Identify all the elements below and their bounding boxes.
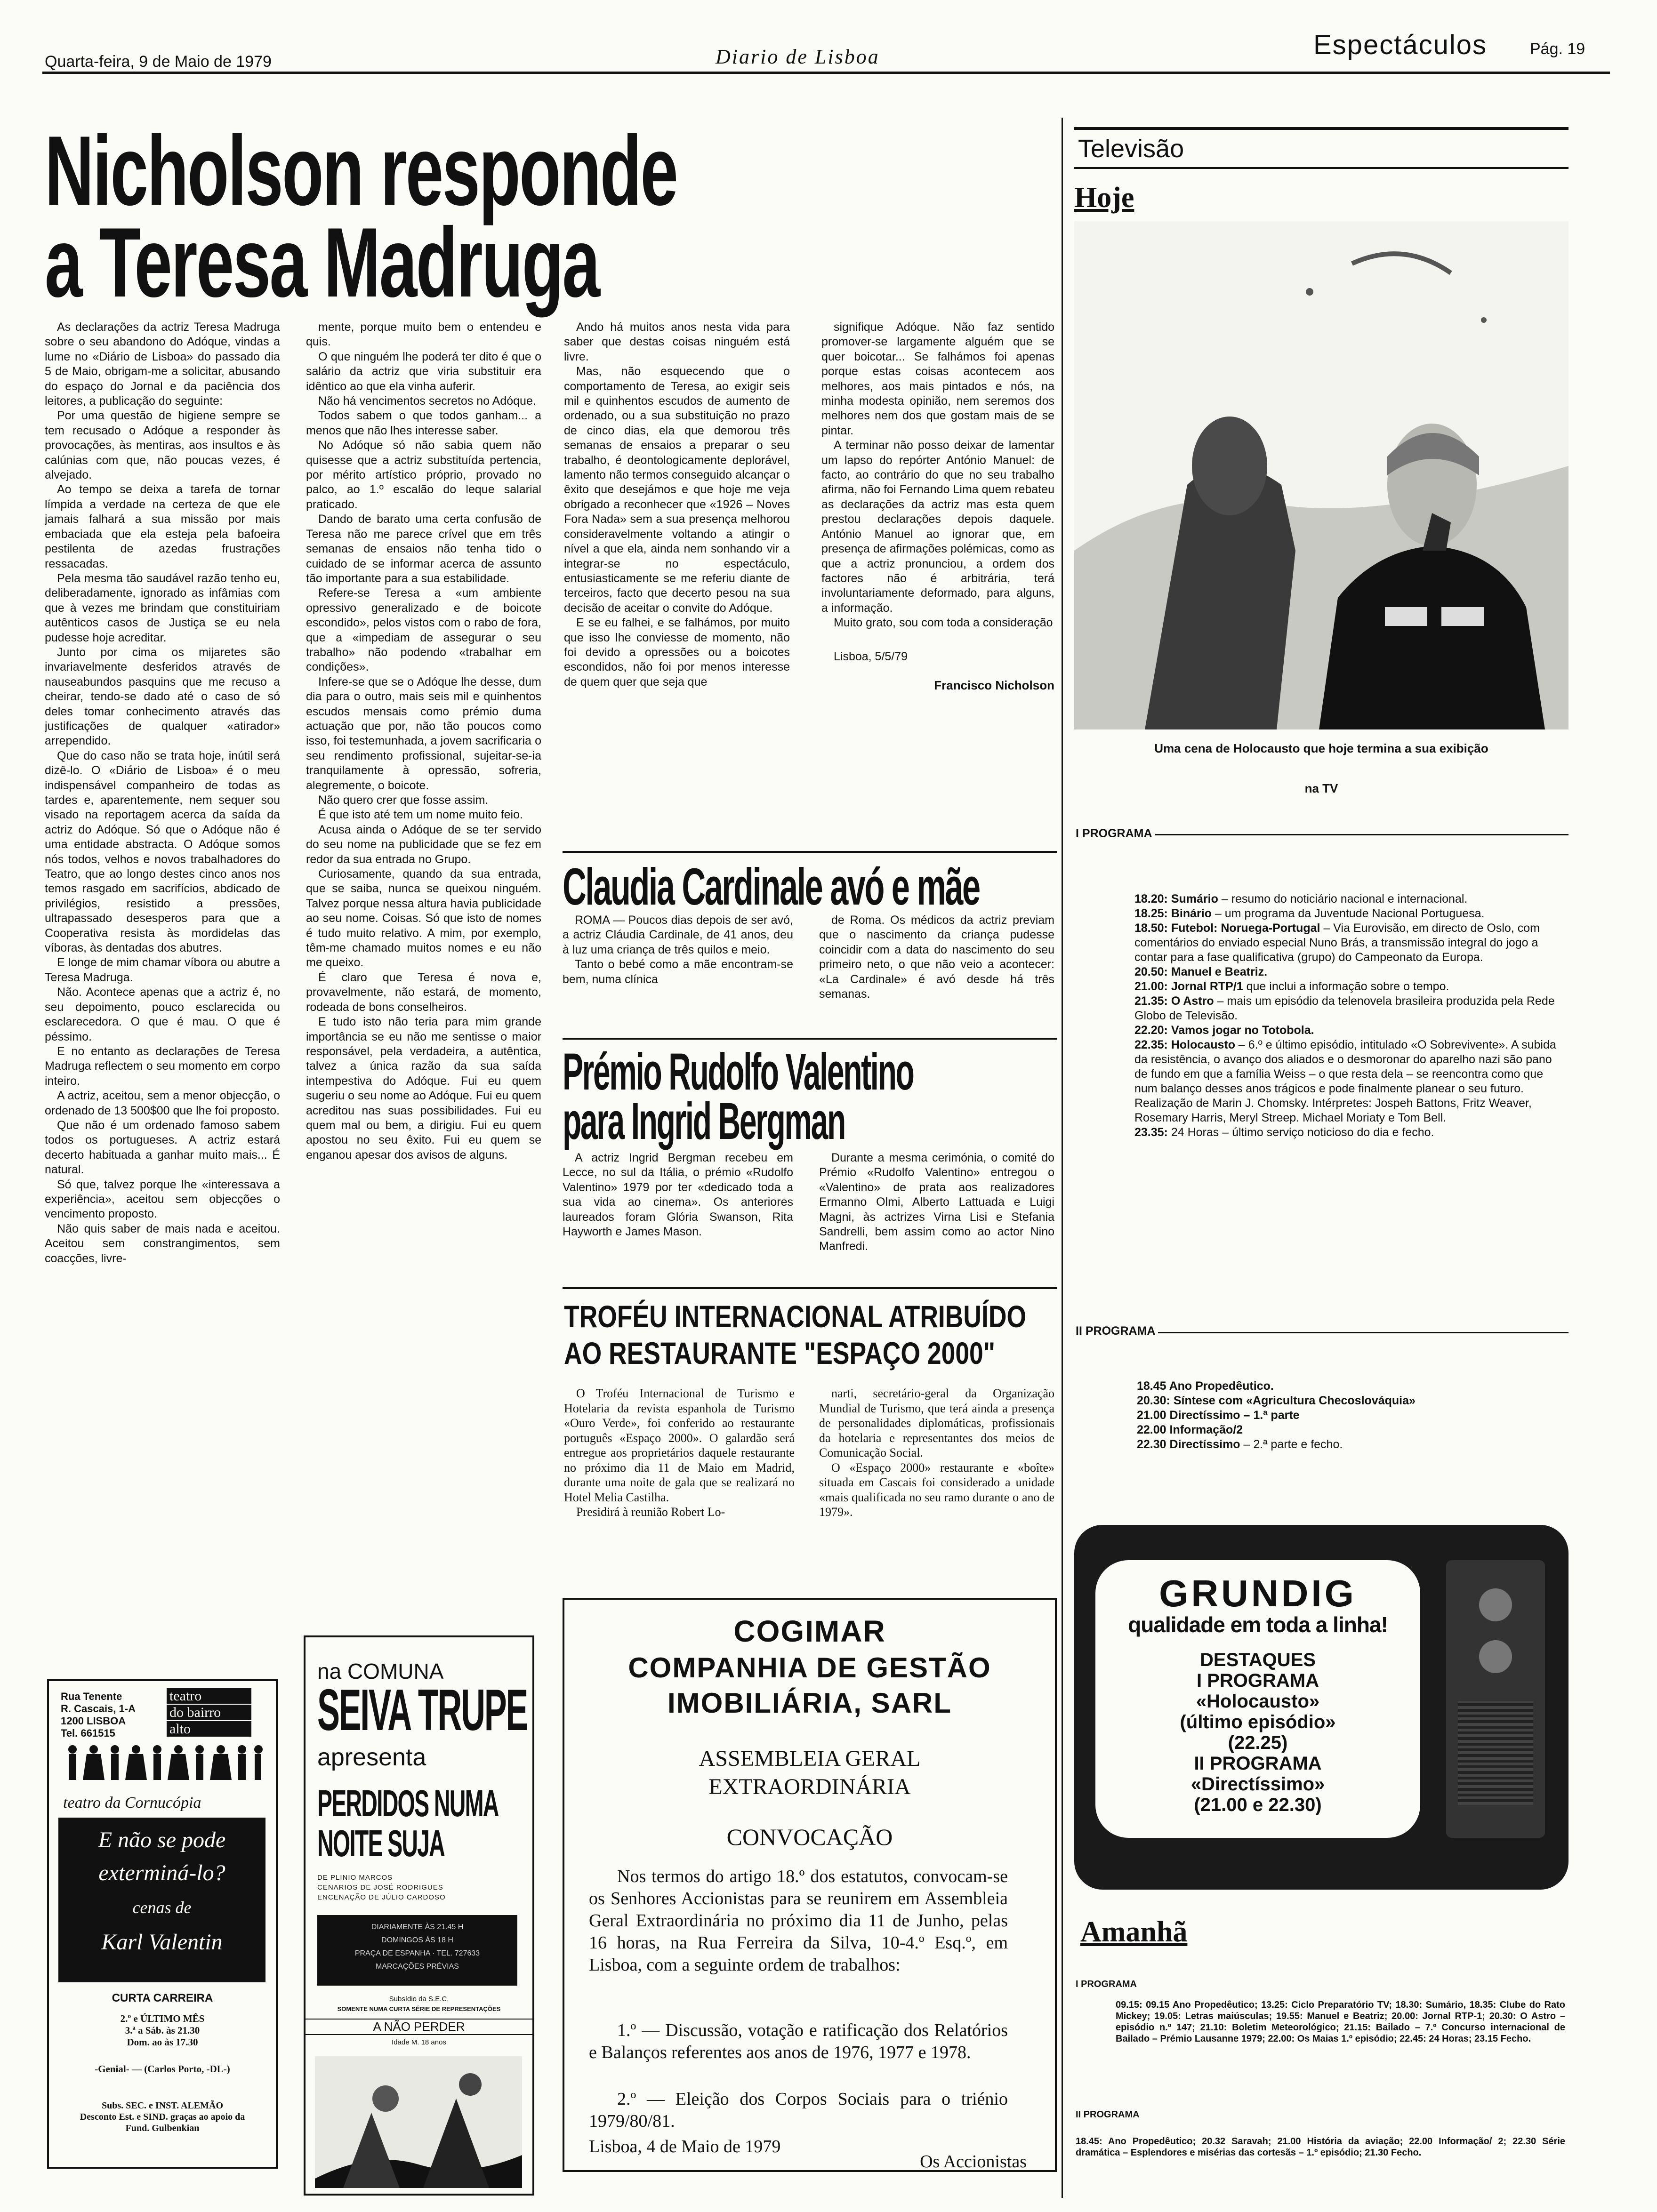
program-entry: [1134, 892, 1563, 906]
program-entry: [1137, 1379, 1565, 1394]
paragraph: Tanto o bebé como a mãe encontram-se bem, numa clínica: [563, 958, 793, 986]
program-entry: [1134, 1125, 1563, 1140]
seiva-title-2: NOITE SUJA: [317, 1822, 445, 1864]
program-title: Directíssimo: [1169, 1438, 1240, 1451]
seiva-schedule-line: PRAÇA DE ESPANHA · TEL. 727633: [354, 1949, 480, 1957]
paragraph: A terminar não posso deixar de lamentar um lapso do repórter António Manuel: de facto, ao contrário do que no seu trabalho afirma, não foi Fernando Lima quem rebateu as declarações da actriz mas esta quem prestou declarações depois daquele. António Manuel ao ignorar que, em presença de afirmações polémicas, como as que a actriz pronunciou, a ordem dos factores não é arbitrária, terá involuntariamente deformado, para alguns, a informação.: [821, 439, 1054, 615]
program-time: 20.50:: [1134, 965, 1171, 978]
program-description: – mais um episódio da telenovela brasileira produzida pela Rede Globo de Televisão.: [1134, 994, 1555, 1022]
program-time: 22.35:: [1134, 1038, 1171, 1051]
cogimar-subtitle-1: COMPANHIA DE GESTÃO: [628, 1652, 991, 1683]
seiva-subsidy: Subsídio da S.E.C.: [389, 1995, 449, 2003]
program-description: 24 Horas – último serviço noticioso do dia e fecho.: [1171, 1126, 1434, 1139]
trofeu-headline-2: AO RESTAURANTE "ESPAÇO 2000": [564, 1336, 996, 1370]
cornucopia-figures-illustration: [58, 1742, 265, 1787]
tv-speaker-grille: [1458, 1701, 1533, 1805]
cogimar-convocation: CONVOCAÇÃO: [726, 1824, 893, 1850]
seiva-note: SOMENTE NUMA CURTA SÉRIE DE REPRESENTAÇÕES: [337, 2005, 501, 2012]
paragraph: Durante a mesma cerimónia, o comité do Prémio «Rudolfo Valentino» entregou o «Valentino» de prata aos realizadores Ermanno Olmi, Alberto Lattuada e Luigi Magni, às actrizes Virna Lisi e Stefania Sandrelli, bem assim como ao actor Nino Manfredi.: [819, 1151, 1054, 1253]
cogimar-signature: Os Accionistas: [920, 2152, 1027, 2172]
teatro-run-label: CURTA CARREIRA: [112, 1992, 213, 2004]
program1-list: [1134, 892, 1563, 1140]
teatro-address-line: R. Cascais, 1-A: [61, 1703, 136, 1715]
page-number: Pág. 19: [1530, 40, 1585, 58]
article-column-2: [306, 320, 541, 1638]
program-description: que inclui a informação sobre o tempo.: [1243, 980, 1449, 993]
valentino-column-1: [563, 1151, 793, 1239]
valentino-headline-1: Prémio Rudolfo Valentino: [563, 1043, 914, 1101]
program-entry: [1134, 965, 1563, 979]
teatro-company: teatro da Cornucópia: [63, 1794, 201, 1811]
cardinale-column-1: [563, 913, 793, 987]
program-entry: [1134, 1023, 1563, 1038]
paragraph: Infere-se que se o Adóque lhe desse, dum dia para o outro, mais seis mil e quinhentos escudos mensais como prémio duma actuação que por, não tão poucos como isso, foi testemunhada, a jovem sacrificaria o seu rendimento profissional, sujeitar-se-ia tranquilamente à opressão, sofreria, alegremente, o boicote.: [306, 675, 541, 792]
paragraph: Não há vencimentos secretos no Adóque.: [318, 394, 536, 408]
paragraph: de Roma. Os médicos da actriz previam que o nascimento da criança pudesse coincidir com a data do nascimento do seu primeiro neto, o que não veio a acontecer: «La Cardinale» é avó desde há três semanas.: [819, 914, 1054, 1001]
article-column-4: [821, 320, 1054, 631]
program-time: 21.00: [1137, 1409, 1170, 1422]
paragraph: O Troféu Internacional de Turismo e Hotelaria da revista espanhola de Turismo «Ouro Verde», foi conferido ao restaurante português «Espaço 2000». O galardão será entregue aos proprietários daquele restaurante no próximo dia 11 de Maio em Madrid, durante uma noite de gala que se realizará no Hotel Melia Castilha.: [564, 1387, 795, 1504]
teatro-address-line: 1200 LISBOA: [61, 1715, 126, 1727]
seiva-cta: A NÃO PERDER: [306, 2019, 532, 2035]
paragraph: Presidirá à reunião Robert Lo-: [576, 1505, 725, 1519]
teatro-address-line: Rua Tenente: [61, 1691, 122, 1702]
seiva-schedule-box: [317, 1915, 517, 1986]
tv-section-title: Televisão: [1078, 135, 1184, 163]
tv-top-rule: [1074, 127, 1569, 130]
tv-knob: [1479, 1588, 1512, 1621]
program-time: 18.50:: [1134, 922, 1171, 935]
program-title: Manuel e Beatriz.: [1171, 965, 1268, 978]
tv-today-title: Hoje: [1074, 182, 1134, 214]
tomorrow-p2-text: 18.45: Ano Propedêutico; 20.32 Saravah; 21.00 História da aviação; 22.00 Informação/ 2; 22.30 Série dramática – Esplendores e misérias das cortesãs – 1.º episódio; 21.30 Fecho.: [1076, 2136, 1565, 2158]
program-title: Futebol: Noruega-Portugal: [1171, 922, 1320, 935]
grundig-highlight-line: DESTAQUES: [1200, 1650, 1316, 1670]
program-time: 20.30:: [1137, 1394, 1174, 1407]
cogimar-item-1: 1.º — Discussão, votação e ratificação dos Relatórios e Balanços referentes aos anos de 1976, 1977 e 1978.: [589, 2020, 1008, 2062]
paragraph: Refere-se Teresa a «um ambiente opressivo generalizado e de boicote escondido», pelos vistos com o rabo de fora, que a «impediam de assegurar o seu trabalho» não podendo «trabalhar em condições».: [306, 586, 541, 674]
grundig-highlights: [1095, 1650, 1420, 1815]
valentino-column-2: [819, 1151, 1054, 1254]
paragraph: Ando há muitos anos nesta vida para saber que destas coisas ninguém está livre.: [564, 321, 790, 363]
program-time: 18.25:: [1134, 907, 1171, 920]
teatro-logo-line: alto: [167, 1721, 251, 1737]
teatro-logo: [167, 1688, 251, 1735]
seiva-trupe-ad: [304, 1635, 534, 2196]
masthead: Diario de Lisboa: [716, 45, 880, 68]
teatro-sponsor-line: Fund. Gulbenkian: [125, 2123, 200, 2133]
cogimar-subtitle-2: IMOBILIÁRIA, SARL: [668, 1687, 952, 1719]
program-title: Ano Propedêutico.: [1169, 1379, 1274, 1393]
grundig-highlight-line: II PROGRAMA: [1194, 1753, 1322, 1774]
program-title: Jornal RTP/1: [1171, 980, 1243, 993]
program-time: 21.00:: [1134, 980, 1171, 993]
cogimar-name: COGIMAR: [733, 1614, 886, 1648]
program-entry: [1137, 1437, 1565, 1452]
program-title: Sumário: [1171, 892, 1218, 906]
cogimar-meeting-1: ASSEMBLEIA GERAL: [699, 1746, 921, 1771]
program-time: 23.35:: [1134, 1126, 1171, 1139]
program-entry: [1134, 921, 1563, 965]
program2-label: II PROGRAMA: [1076, 1324, 1158, 1338]
seiva-credit: CENARIOS DE JOSÉ RODRIGUES: [317, 1883, 443, 1891]
program-time: 22.00: [1137, 1423, 1170, 1436]
program2-list: [1137, 1379, 1565, 1452]
teatro-ad: [47, 1679, 278, 2169]
paragraph: signifique Adóque. Não faz sentido promover-se largamente alguém que se quer boicotar... Se falhámos foi apenas porque estas coisas acontecem aos melhores, aos mais pintados e nós, na minha modesta opinião, nem seremos dos melhores nem dos que gostam mais de se pintar.: [821, 321, 1054, 437]
program-time: 22.30: [1137, 1438, 1170, 1451]
paragraph: E se eu falhei, e se falhámos, por muito que isso lhe conviesse de momento, não foi devido a opressões ou a boicotes escondidos, não foi por menos interesse de quem quer que seja que: [564, 616, 790, 689]
grundig-highlight-line: «Directíssimo»: [1190, 1774, 1325, 1795]
cogimar-notice: [563, 1598, 1057, 2172]
paragraph: Pela mesma tão saudável razão tenho eu, deliberadamente, ignorado as infâmias com que à vezes me brindam que constituiriam autênticos casos de Justiça se eu nela pudesse hoje acreditar.: [45, 571, 280, 644]
paragraph: Ao tempo se deixa a tarefa de tornar límpida a verdade na certeza de que ele jamais falhará a sua missão por mais embaciada que ela esteja pela bafoeira pestilenta de azedas frustrações ressacadas.: [45, 483, 280, 570]
seiva-title-1: PERDIDOS NUMA: [317, 1782, 499, 1824]
paragraph: E no entanto as declarações de Teresa Madruga reflectem o seu momento em corpo inteiro.: [45, 1044, 280, 1088]
program-entry: [1134, 906, 1563, 921]
paragraph: Não quis saber de mais nada e aceitou. Aceitou sem constrangimentos, sem coacções, livre-: [45, 1222, 280, 1265]
program-time: 22.20:: [1134, 1024, 1171, 1037]
program-title: Síntese com «Agricultura Checoslováquia»: [1173, 1394, 1416, 1407]
tv-title-rule: [1074, 167, 1569, 169]
teatro-script-line: Karl Valentin: [101, 1930, 223, 1955]
paragraph: Por uma questão de higiene sempre se tem recusado o Adóque a responder às provocações, às mentiras, aos insultos e às calúnias com que, não poucas vezes, é alvejado.: [45, 409, 280, 482]
program-title: Informação/2: [1169, 1423, 1243, 1436]
program-entry: [1134, 994, 1563, 1023]
article-signature: Francisco Nicholson: [934, 678, 1054, 692]
seiva-schedule-line: MARCAÇÕES PRÉVIAS: [376, 1963, 459, 1971]
paragraph: Todos sabem o que todos ganham... a menos que não lhes interesse saber.: [306, 409, 541, 437]
header-rule: [42, 72, 1610, 74]
paragraph: As declarações da actriz Teresa Madruga sobre o seu abandono do Adóque, vindas a lume no «Diário de Lisboa» do passado dia 5 de Maio, obrigam-me a solicitar, abusando do espaço do Jornal e da paciência dos leitores, a publicação do seguinte:: [45, 321, 280, 408]
seiva-intro: na COMUNA: [317, 1659, 444, 1683]
seiva-credit: DE PLINIO MARCOS: [317, 1874, 393, 1882]
teatro-sponsor-line: Desconto Est. e SIND. graças ao apoio da: [80, 2112, 245, 2122]
article-column-1: [45, 320, 280, 1675]
issue-date: Quarta-feira, 9 de Maio de 1979: [45, 53, 272, 71]
grundig-highlight-line: I PROGRAMA: [1197, 1670, 1319, 1691]
paragraph: mente, porque muito bem o entendeu e quis.: [306, 321, 541, 349]
teatro-logo-line: do bairro: [167, 1705, 251, 1720]
column-divider: [1062, 118, 1063, 2198]
seiva-rating: Idade M. 18 anos: [392, 2038, 446, 2046]
program-description: – resumo do noticiário nacional e internacional.: [1218, 892, 1468, 906]
program-description: – Via Eurovisão, em directo de Oslo, com comentários do enviado especial Nuno Brás, a transmissão integral do jogo a contar para a fase qualificativa (grupo) do Campeonato da Europa.: [1134, 922, 1540, 964]
trofeu-column-2: [819, 1386, 1054, 1520]
program1-label: I PROGRAMA: [1076, 827, 1155, 841]
valentino-headline-2: para Ingrid Bergman: [563, 1092, 845, 1150]
grundig-brand: GRUNDIG: [1159, 1572, 1357, 1614]
cogimar-item-2: 2.º — Eleição dos Corpos Sociais para o triénio 1979/80/81.: [589, 2089, 1008, 2131]
box-rule: [563, 1038, 1057, 1040]
box-rule: [563, 1287, 1057, 1289]
section-name: Espectáculos: [1313, 30, 1487, 60]
photo-caption-1: Uma cena de Holocausto que hoje termina a sua exibição: [1154, 741, 1488, 755]
program-title: O Astro: [1171, 994, 1214, 1008]
article-column-4-wrap: [821, 320, 1054, 850]
program-entry: [1134, 979, 1563, 994]
teatro-script-line: E não se pode: [98, 1827, 226, 1852]
paragraph: Que não é um ordenado famoso sabem todos os portugueses. A actriz estará decerto habituada a ganhar muito mais... É natural.: [45, 1118, 280, 1177]
paragraph: O que ninguém lhe poderá ter dito é que o salário da actriz que viria substituir era idêntico ao que ela vinha auferir.: [306, 350, 541, 393]
grundig-highlight-line: (último episódio»: [1180, 1712, 1336, 1732]
article-column-3: [564, 320, 790, 847]
program-description: – um programa da Juventude Nacional Portuguesa.: [1211, 907, 1485, 920]
grundig-highlight-line: (21.00 e 22.30): [1194, 1795, 1322, 1815]
paragraph: No Adóque só não sabia quem não quisesse que a actriz substituída pertencia, por mérito artístico próprio, provado no palco, ao 1.º escalão do leque salarial praticado.: [306, 439, 541, 511]
paragraph: E tudo isto não teria para mim grande importância se eu não me sentisse o maior responsável, pela verdadeira, a autêntica, talvez a única razão da sua saída intempestiva do Adóque. Fui eu quem sugeriu o seu nome ao Adóque. Fui eu quem acreditou nas suas possibilidades. Fui eu quem mal ou bem, a dirigiu. Fui eu quem apostou no seu êxito. Fui eu quem se enganou apesar dos avisos de alguns.: [306, 1015, 541, 1162]
tomorrow-p2-label: II PROGRAMA: [1076, 2109, 1140, 2120]
photo-caption-2: na TV: [1304, 781, 1338, 795]
paragraph: Junto por cima os mijaretes são invariavelmente desferidos através de nauseabundos pasquins que me recuso a cheirar, tendo-se dado até o caso de só deles tomar conhecimento através das justificações de qualquer «atirador» arrependido.: [45, 645, 280, 748]
paragraph: narti, secretário-geral da Organização Mundial de Turismo, que terá ainda a presença de personalidades diplomáticas, profissionais da hotelaria e representantes dos meios de Comunicação Social.: [819, 1387, 1054, 1459]
program-time: 18.45: [1137, 1379, 1169, 1393]
program-time: 18.20:: [1134, 892, 1171, 906]
paragraph: Mas, não esquecendo que o comportamento de Teresa, ao exigir seis mil e quinhentos escudos de aumento de ordenado, ou a sua substituição no prazo de cinco dias, ela que demorou três semanas de ensaios a preparar o seu trabalho, é deontologicamente deplorável, lamento não termos conseguido alcançar o êxito que desejámos e que hoje me veja obrigado a reconhecer que «1926 – Noves Fora Nada» sem a sua presença melhorou consideravelmente voltando a atingir o nível a que ela, ainda nem sonhando vir a integrar-se no espectáculo, entusiasticamente se me referiu diante de terceiros, facto que decerto pesou na sua decisão de aceitar o convite do Adóque.: [564, 365, 790, 615]
paragraph: E longe de mim chamar víbora ou abutre a Teresa Madruga.: [45, 956, 280, 984]
article-headline-1: Nicholson responde: [45, 115, 677, 226]
teatro-script-box: [58, 1818, 265, 1982]
paragraph: É claro que Teresa é nova e, provavelmente, não estará, de momento, rodeada de bons conselheiros.: [306, 970, 541, 1014]
trofeu-headline-1: TROFÉU INTERNACIONAL ATRIBUÍDO: [564, 1299, 1027, 1334]
program-entry: [1137, 1423, 1565, 1437]
paragraph: É que isto até tem um nome muito feio.: [318, 808, 523, 822]
teatro-review: -Genial- — (Carlos Porto, -DL-): [95, 2063, 230, 2075]
paragraph: Que do caso não se trata hoje, inútil será dizê-lo. O «Diário de Lisboa» é o meu indispensável companheiro de todas as tardes e, aparentemente, nem sequer sou visado na reportagem acerca da saída da actriz do Adóque. Só que o Adóque não é uma entidade abstracta. O Adóque somos nós todos, velhos e novos trabalhadores do Teatro, que ao longo destes cinco anos nos temos rasgado em sacrifícios, abdicado de privilégios, resistido a pressões, ultrapassado desesperos para que a Cooperativa resista às mordidelas das víboras, às dentadas dos abutres.: [45, 749, 280, 955]
program-title: Vamos jogar no Totobola.: [1171, 1024, 1314, 1037]
grundig-highlight-line: (22.25): [1228, 1732, 1288, 1753]
box-rule: [563, 851, 1057, 853]
paragraph: O «Espaço 2000» restaurante e «boîte» situada em Cascais foi considerado a unidade «mais qualificada no seu ramo durante o ano de 1979».: [819, 1460, 1054, 1519]
seiva-schedule-line: DIARIAMENTE ÀS 21.45 H: [371, 1923, 464, 1931]
paragraph: Não. Acontece apenas que a actriz é, no seu depoimento, pouco esclarecida ou esclarecedora. O que é mau. O que é péssimo.: [45, 986, 280, 1043]
paragraph: Só que, talvez porque lhe «interessava a experiência», aceitou sem objecções o vencimento proposto.: [45, 1178, 280, 1221]
teatro-logo-line: teatro: [167, 1688, 251, 1704]
seiva-credit: ENCENAÇÃO DE JÚLIO CARDOSO: [317, 1893, 446, 1901]
cogimar-date: Lisboa, 4 de Maio de 1979: [589, 2137, 781, 2156]
seiva-company: SEIVA TRUPE: [317, 1678, 528, 1743]
grundig-tagline: qualidade em toda a linha!: [1128, 1612, 1388, 1637]
teatro-run-line: 3.ª a Sáb. às 21.30: [125, 2025, 200, 2036]
tomorrow-p1-label: I PROGRAMA: [1076, 1979, 1137, 1989]
teatro-sponsor-line: Subs. SEC. e INST. ALEMÃO: [101, 2100, 224, 2111]
teatro-script-line: exterminá-lo?: [98, 1860, 225, 1885]
grundig-highlight-line: «Holocausto»: [1196, 1691, 1320, 1712]
paragraph: Curiosamente, quando da sua entrada, que se saiba, nunca se queixou ninguém. Talvez porque nessa altura havia publicidade ao seu nome. Coisas. Só que isto de nomes é tudo muito relativo. A mim, por exemplo, têm-me chamado muitos nomes e eu não me queixo.: [306, 867, 541, 970]
seiva-schedule-line: DOMINGOS ÀS 18 H: [381, 1936, 453, 1944]
article-dateline: Lisboa, 5/5/79: [834, 649, 908, 663]
article-headline-2: a Teresa Madruga: [45, 207, 599, 318]
program-title: Binário: [1171, 907, 1212, 920]
program-description: – 2.ª parte e fecho.: [1240, 1438, 1343, 1451]
program-entry: [1137, 1394, 1565, 1408]
teatro-address-line: Tel. 661515: [61, 1727, 115, 1739]
paragraph: Muito grato, sou com toda a consideração: [834, 616, 1053, 630]
cogimar-meeting-2: EXTRAORDINÁRIA: [708, 1774, 911, 1799]
teatro-run-line: Dom. ao às 17.30: [127, 2036, 198, 2048]
seiva-illustration: [315, 2056, 522, 2188]
tomorrow-title: Amanhã: [1080, 1916, 1188, 1948]
program-entry: [1134, 1038, 1563, 1125]
cardinale-headline: Claudia Cardinale avó e mãe: [563, 858, 980, 916]
grundig-ad: [1074, 1525, 1569, 1890]
paragraph: A actriz Ingrid Bergman recebeu em Lecce, no sul da Itália, o prémio «Rudolfo Valentino» 1979 por ter «dedicado toda a sua vida ao cinema». Os anteriores laureados foram Glória Swanson, Rita Hayworth e James Mason.: [563, 1151, 793, 1239]
holocausto-photo-image: [1074, 221, 1569, 729]
program-entry: [1137, 1408, 1565, 1423]
holocausto-photo: [1074, 221, 1569, 729]
cogimar-intro: Nos termos do artigo 18.º dos estatutos, convocam-se os Senhores Accionistas para se reunirem em Assembleia Geral Extraordinária no próximo dia 11 de Junho, pelas 16 horas, na Rua Ferreira da Silva, 10-4.º Esq.º, em Lisboa, com a seguinte ordem de trabalhos:: [589, 1867, 1008, 1975]
teatro-script-line: cenas de: [132, 1898, 192, 1917]
page-header: [0, 0, 1657, 80]
paragraph: Acusa ainda o Adóque de se ter servido do seu nome na publicidade que se fez em redor da sua entrada no Grupo.: [306, 823, 541, 866]
program-title: Holocausto: [1171, 1038, 1235, 1051]
trofeu-column-1: [564, 1386, 795, 1520]
seiva-presents: apresenta: [317, 1744, 426, 1771]
tomorrow-p1-text: 09.15: 09.15 Ano Propedêutico; 13.25: Ciclo Preparatório TV; 18.30: Sumário, 18.35: Clube do Rato Mickey; 19.05: Letras maiúsculas; 19.55: Manuel e Beatriz; 20.00: Jornal RTP-1; 20.30: O Astro – episódio n.º 147; 21.10: Boletim Meteorológico; 21.15: Bailado – 7.º Concurso internacional de Bailado – Prémio Lausanne 1979; 22.00: Os Maias 1.º episódio; 22.45: 24 Horas; 23.15 Fecho.: [1116, 2000, 1565, 2044]
cardinale-column-2: [819, 913, 1054, 1002]
program-description: – 6.º e último episódio, intitulado «O Sobrevivente». A subida da resistência, o avanço dos aliados e o desmoronar do aparelho nazi são pano de fundo em que a família Weiss – o que resta dela – se reencontra como que num balanço desses anos trágicos e pode finalmente planear o seu futuro. Realização de Marin J. Chomsky. Intérpretes: Jospeh Battons, Fritz Weaver, Rosemary Harris, Meryl Streep. Michael Moriaty e Tom Bell.: [1134, 1038, 1556, 1124]
paragraph: Dando de barato uma certa confusão de Teresa não me parece crível que em três semanas de ensaios não tenha tido o cuidado de se informar acerca de assunto tão importante para a sua estabilidade.: [306, 513, 541, 585]
teatro-run-line: 2.º e ÚLTIMO MÊS: [120, 2013, 205, 2024]
paragraph: A actriz, aceitou, sem a menor objecção, o ordenado de 13 500$00 que lhe foi proposto.: [45, 1089, 280, 1117]
program-title: Directíssimo – 1.ª parte: [1169, 1409, 1300, 1422]
program-time: 21.35:: [1134, 994, 1171, 1008]
tv-set-panel: [1446, 1560, 1545, 1838]
tv-knob: [1479, 1640, 1512, 1673]
paragraph: ROMA — Poucos dias depois de ser avó, a actriz Cláudia Cardinale, de 41 anos, deu à luz uma criança de três quilos e meio.: [563, 914, 793, 956]
paragraph: Não quero crer que fosse assim.: [318, 793, 489, 807]
